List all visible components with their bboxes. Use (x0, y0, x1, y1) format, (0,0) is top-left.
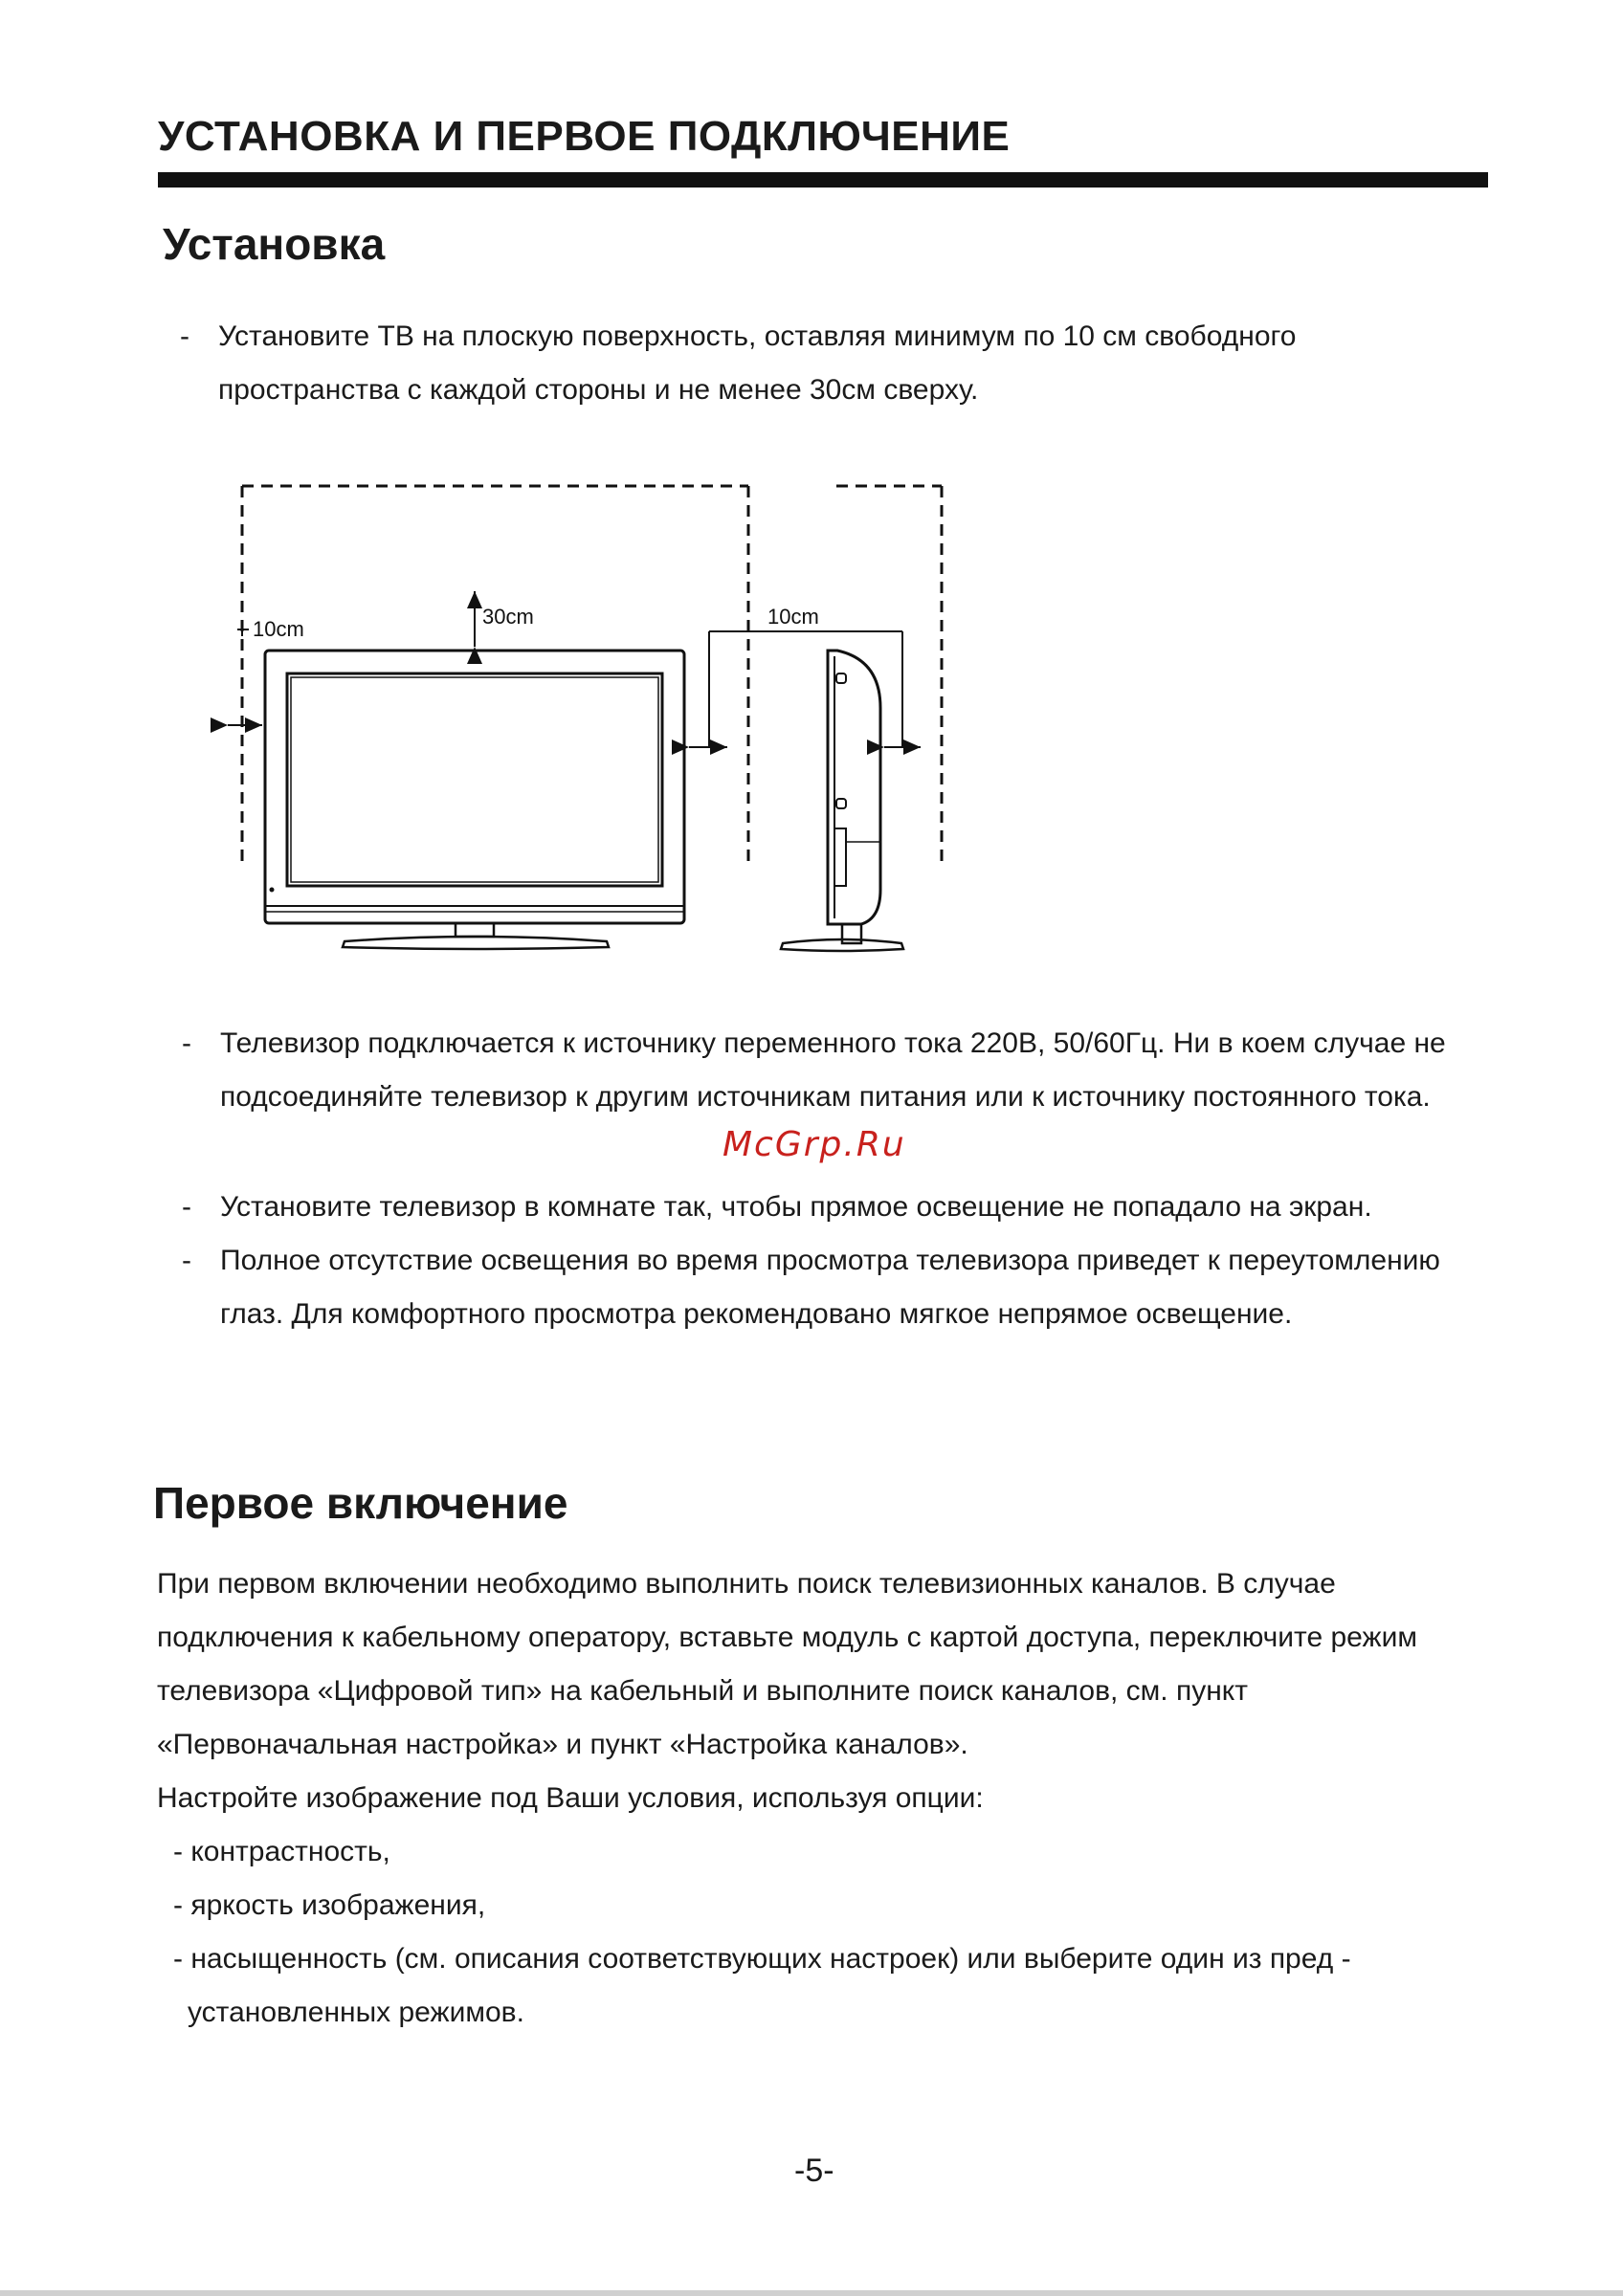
option-item: - насыщенность (см. описания соответствующих настроек) или выберите один из пред - установленных режимов. (173, 1943, 1351, 2028)
option-item: - контрастность, (173, 1836, 390, 1867)
header-rule (158, 172, 1488, 188)
first-on-intro: Настройте изображение под Ваши условия, используя опции: (157, 1782, 984, 1814)
list-item (182, 1181, 1522, 1238)
bullet-text: Полное отсутствие освещения во время просмотра телевизора приведет к переутомлению глаз. Для комфортного просмотра рекомендовано мягкое непрямое освещение. (220, 1245, 1440, 1330)
bullet-dash: - (182, 1245, 191, 1276)
bottom-rule (0, 2290, 1623, 2296)
bullet-dash: - (180, 320, 189, 352)
side-clearance-line (836, 486, 942, 863)
bullet-dash: - (182, 1191, 191, 1223)
section-title-installation: Установка (163, 219, 386, 269)
option-item: - яркость изображения, (173, 1889, 486, 1921)
bullet-text: Установите ТВ на плоскую поверхность, оставляя минимум по 10 см свободного пространства с каждой стороны и не менее 30см сверху. (218, 320, 1297, 406)
first-on-paragraph: При первом включении необходимо выполнить поиск телевизионных каналов. В случае подключения к кабельному оператору, вставьте модуль с картой доступа, переключите режим телевизора «Цифровой тип» на кабельный и выполните поиск каналов, см. пункт «Первоначальная настройка» и пункт «Настройка каналов». (157, 1568, 1417, 1760)
tv-placement-diagram (211, 469, 976, 966)
bullet-dash: - (182, 1027, 191, 1059)
first-on-body (157, 1557, 1478, 2040)
watermark: McGrp.Ru (723, 1125, 906, 1164)
list-item (180, 310, 1520, 425)
picture-options-list (157, 1825, 1478, 2040)
section-title-first-on: Первое включение (153, 1478, 568, 1528)
page-header: УСТАНОВКА И ПЕРВОЕ ПОДКЛЮЧЕНИЕ (158, 113, 1011, 160)
label-30cm: 30cm (482, 605, 534, 629)
label-10cm-side: 10cm (767, 605, 819, 629)
bullet-text: Телевизор подключается к источнику переменного тока 220В, 50/60Гц. Ни в коем случае не подсоединяйте телевизор к другим источникам питания или к источнику постоянного тока. (220, 1027, 1446, 1113)
bullet-text: Установите телевизор в комнате так, чтобы прямое освещение не попадало на экран. (220, 1191, 1372, 1223)
label-10cm-left: 10cm (253, 617, 304, 641)
tv-side-view (781, 651, 903, 951)
list-item (182, 1234, 1522, 1349)
page-number: -5- (794, 2152, 834, 2189)
tv-front-view (265, 651, 684, 949)
side-clearance-bracket (709, 631, 902, 746)
